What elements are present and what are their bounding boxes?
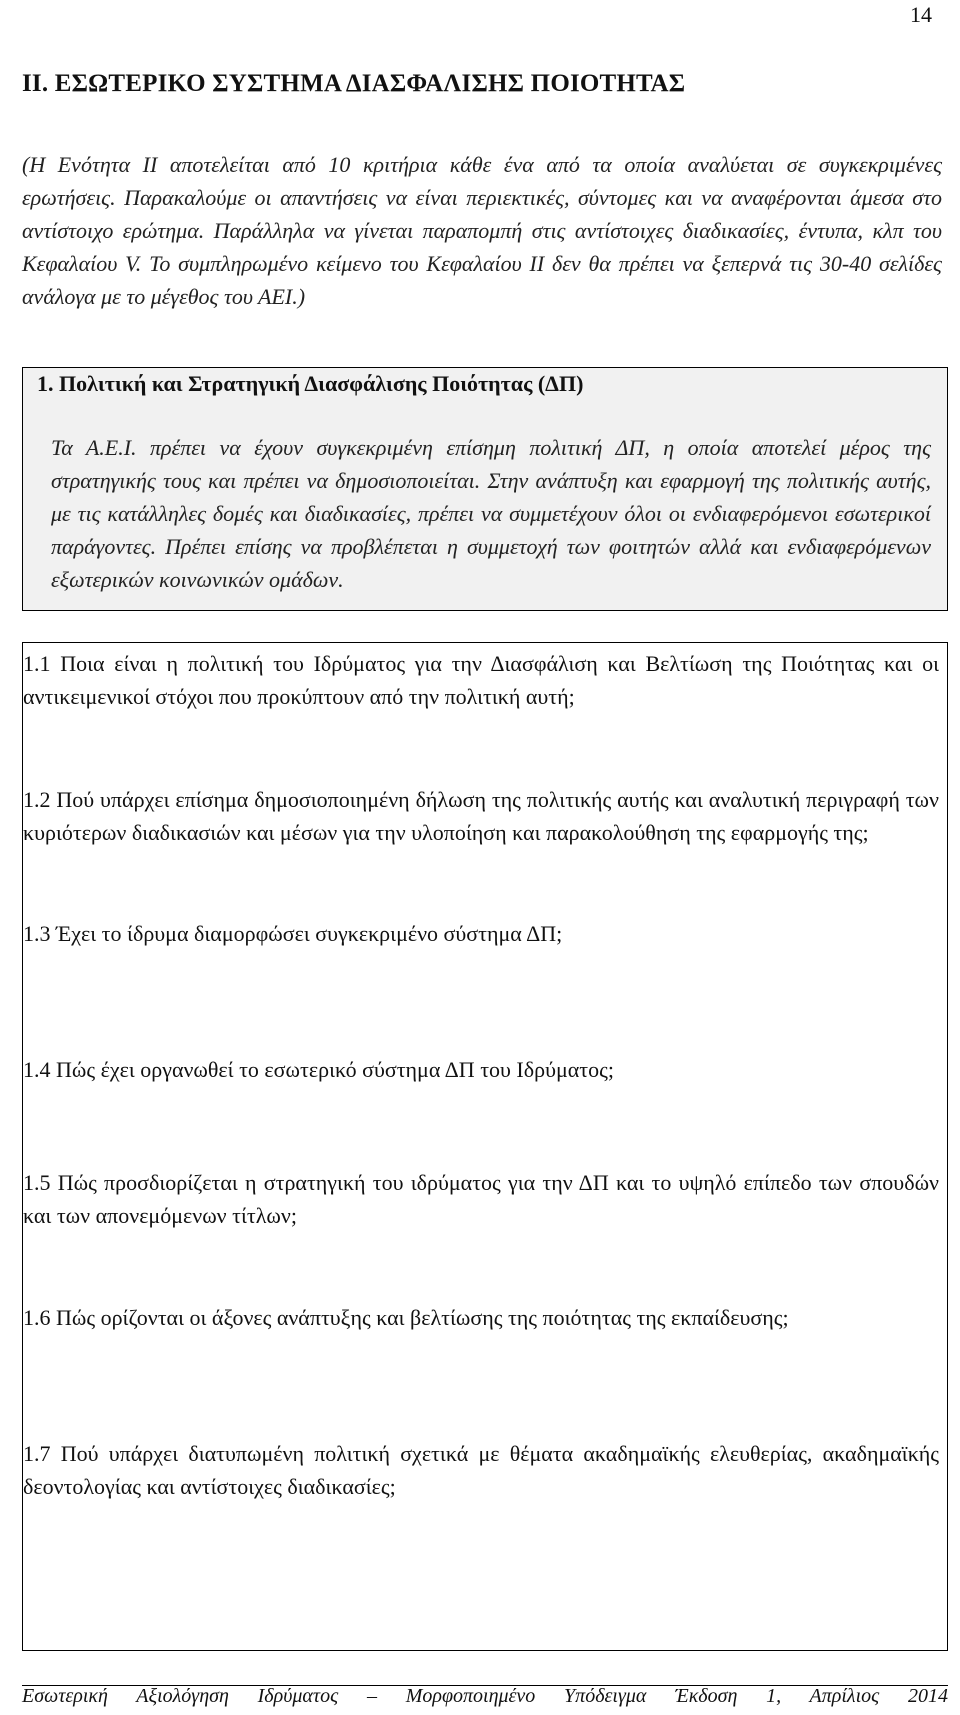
- questions-box: [22, 642, 948, 1651]
- page-number: 14: [910, 2, 932, 27]
- criterion-box: [22, 367, 948, 611]
- question-1-6: 1.6 Πώς ορίζονται οι άξονες ανάπτυξης και βελτίωσης της ποιότητας της εκπαίδευσης;: [23, 1305, 789, 1330]
- criterion-heading: 1. Πολιτική και Στρατηγική Διασφάλισης Ποιότητας (ΔΠ): [37, 371, 584, 396]
- page-footer: Εσωτερική Αξιολόγηση Ιδρύματος – Μορφοποιημένο Υπόδειγμα Έκδοση 1, Απρίλιος 2014: [22, 1685, 948, 1707]
- criterion-text: Τα Α.Ε.Ι. πρέπει να έχουν συγκεκριμένη επίσημη πολιτική ΔΠ, η οποία αποτελεί μέρος της στρατηγικής τους και πρέπει να δημοσιοποιείται. Στην ανάπτυξη και εφαρμογή της πολιτικής αυτής, με τις κατάλληλες δομές και διαδικασίες, πρέπει να συμμετέχουν όλοι οι ενδιαφερόμενοι εσωτερικοί παράγοντες. Πρέπει επίσης να προβλέπεται η συμμετοχή των φοιτητών αλλά και ενδιαφερόμενων εξωτερικών κοινωνικών ομάδων.: [51, 435, 931, 592]
- question-1-3: 1.3 Έχει το ίδρυμα διαμορφώσει συγκεκριμένο σύστημα ΔΠ;: [23, 921, 563, 946]
- section-title: II. ΕΣΩΤΕΡΙΚΟ ΣΥΣΤΗΜΑ ΔΙΑΣΦΑΛΙΣΗΣ ΠΟΙΟΤΗΤΑΣ: [22, 70, 686, 97]
- question-1-7: 1.7 Πού υπάρχει διατυπωμένη πολιτική σχετικά με θέματα ακαδημαϊκής ελευθερίας, ακαδημαϊκής δεοντολογίας και αντίστοιχες διαδικασίες;: [23, 1441, 939, 1499]
- question-1-5: 1.5 Πώς προσδιορίζεται η στρατηγική του ιδρύματος για την ΔΠ και το υψηλό επίπεδο των σπουδών και των απονεμόμενων τίτλων;: [23, 1170, 939, 1228]
- intro-paragraph: (Η Ενότητα ΙΙ αποτελείται από 10 κριτήρια κάθε ένα από τα οποία αναλύεται σε συγκεκριμένες ερωτήσεις. Παρακαλούμε οι απαντήσεις να είναι περιεκτικές, σύντομες και να αναφέρονται άμεσα στο αντίστοιχο ερώτημα. Παράλληλα να γίνεται παραπομπή στις αντίστοιχες διαδικασίες, έντυπα, κλπ του Κεφαλαίου V. Το συμπληρωμένο κείμενο του Κεφαλαίου ΙΙ δεν θα πρέπει να ξεπερνά τις 30-40 σελίδες ανάλογα με το μέγεθος του ΑΕΙ.): [22, 152, 942, 309]
- question-1-2: 1.2 Πού υπάρχει επίσημα δημοσιοποιημένη δήλωση της πολιτικής αυτής και αναλυτική περιγραφή των κυριότερων διαδικασιών και μέσων για την υλοποίηση και παρακολούθηση της εφαρμογής της;: [23, 787, 939, 845]
- question-1-4: 1.4 Πώς έχει οργανωθεί το εσωτερικό σύστημα ΔΠ του Ιδρύματος;: [23, 1057, 614, 1082]
- question-1-1: 1.1 Ποια είναι η πολιτική του Ιδρύματος για την Διασφάλιση και Βελτίωση της Ποιότητας και οι αντικειμενικοί στόχοι που προκύπτουν από την πολιτική αυτή;: [23, 651, 939, 709]
